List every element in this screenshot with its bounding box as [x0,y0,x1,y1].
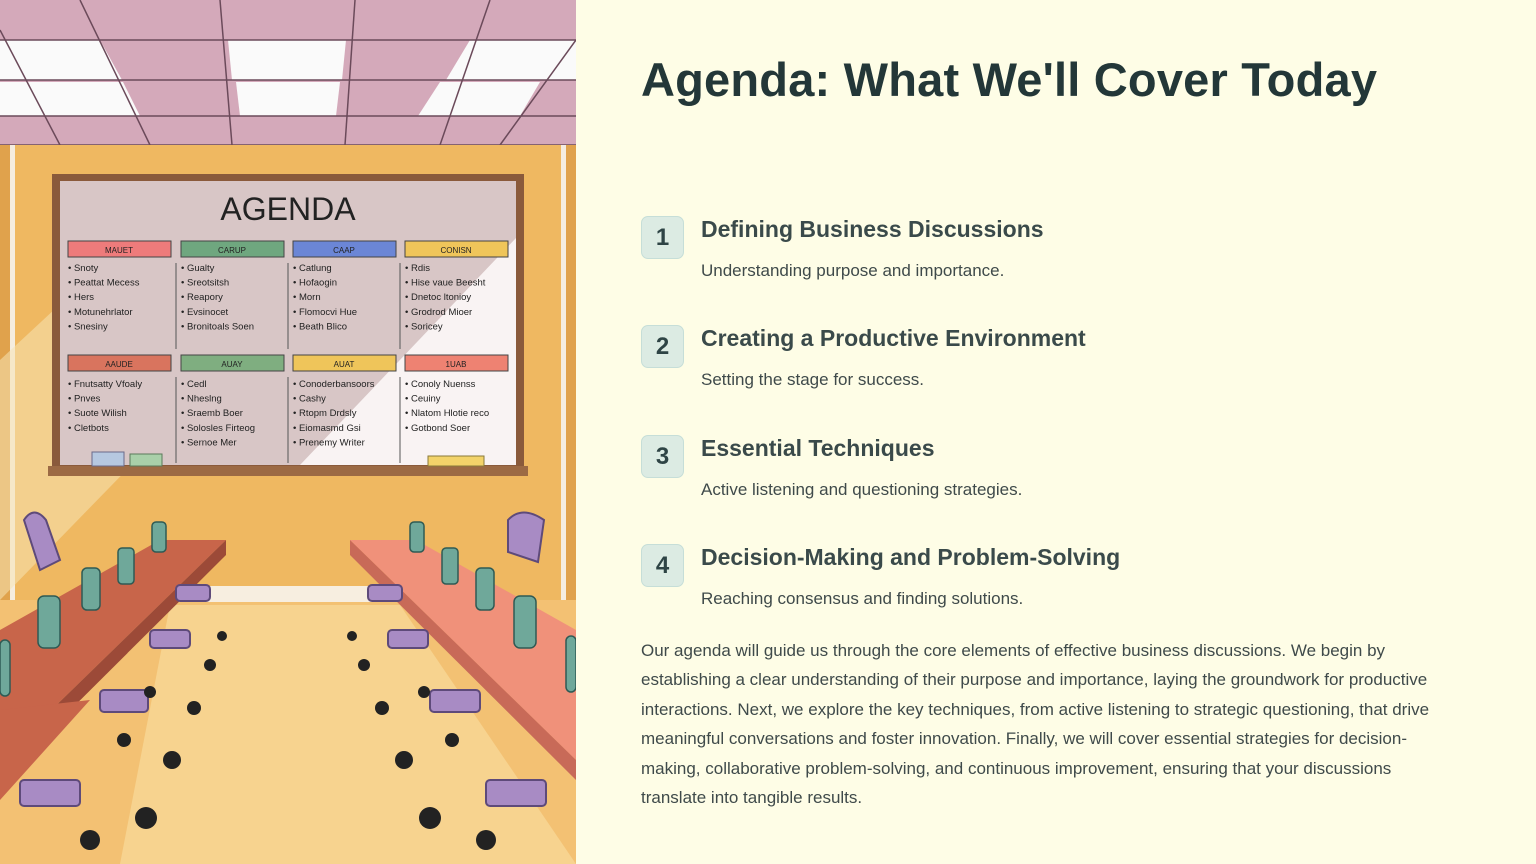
item-number-badge: 2 [641,325,684,368]
board-line: • Evsinocet [181,306,229,318]
board-line: • Soricey [405,321,443,333]
item-number-badge: 1 [641,216,684,259]
board-line: • Hise vaue Beesht [405,277,486,289]
board-section-label: AUAT [333,360,355,369]
agenda-content [641,0,1481,864]
item-title: Defining Business Discussions [701,216,1044,242]
board-section-label: CAAP [333,246,355,255]
board-line: • Gotbond Soer [405,422,471,434]
item-title: Decision-Making and Problem-Solving [701,544,1121,570]
board-section-label: 1UAB [445,360,467,369]
board-line: • Catlung [293,263,332,274]
board-line: • Prenemy Writer [293,437,365,449]
board-line: • Morn [293,292,321,304]
item-number-badge: 3 [641,435,684,478]
board-line: • Conoly Nuenss [405,379,476,390]
board-line: • Solosles Firteog [181,422,256,434]
board-section-label: AAUDE [105,360,133,369]
board-line: • Peattat Mecess [68,277,140,289]
board-heading: AGENDA [220,191,356,227]
board-section-label: CARUP [217,246,247,255]
board-line: • Hers [68,292,95,304]
board-line: • Ceuiny [405,393,441,405]
board-line: • Cedl [181,379,207,390]
summary-paragraph: Our agenda will guide us through the core elements of effective business discussions. We begin by establishing a clear understanding of their purpose and importance, laying the groundwork for productive interactions. Next, we explore the key techniques, from active listening to strategic questioning, that drive meaningful conversations and foster innovation. Finally, we will cover essential strategies for decision-making, collaborative problem-solving, and continuous improvement, ensuring that your discussions translate into tangible results. [641,641,1430,808]
board-section-label: CONISN [440,246,472,255]
board-line: • Conoderbansoors [293,379,375,390]
board-line: • Gualty [181,263,215,274]
board-line: • Flomocvi Hue [293,306,358,318]
board-line: • Beath Blico [293,321,348,333]
board-line: • Grodrod Mioer [405,306,473,318]
meeting-room-illustration [0,0,576,864]
item-number-badge: 4 [641,544,684,587]
board-line: • Bronitoals Soen [181,321,255,333]
item-description: Reaching consensus and finding solutions. [701,589,1024,608]
board-line: • Motunehrlator [68,306,133,318]
page-title: Agenda: What We'll Cover Today [641,53,1378,106]
board-line: • Sraemb Boer [181,408,243,420]
item-title: Creating a Productive Environment [701,325,1086,351]
board-line: • Dnetoc ltonioy [405,292,472,304]
item-description: Setting the stage for success. [701,370,925,389]
board-line: • Rtopm Drdsly [293,408,357,420]
board-line: • Reapory [181,292,223,304]
board-line: • Nheslng [181,393,222,405]
board-section-label: AUAY [221,360,243,369]
board-line: • Nlatom Hlotie reco [405,408,490,420]
board-line: • Cashy [293,393,326,405]
item-description: Active listening and questioning strategies. [701,480,1023,499]
board-line: • Suote Wilish [68,408,127,420]
board-line: • Sreotsitsh [181,277,230,289]
board-line: • Fnutsatty Vfoaly [68,379,143,390]
board-line: • Pnves [68,393,101,405]
board-line: • Sernoe Mer [181,437,237,449]
board-section-label: MAUET [105,246,133,255]
agenda-item-3 [641,435,1481,525]
agenda-item-2 [641,325,1481,415]
board-line: • Snesiny [68,321,108,333]
board-line: • Hofaogin [293,277,337,289]
agenda-item-1 [641,216,1481,306]
board-line: • Cletbots [68,422,109,434]
item-title: Essential Techniques [701,435,935,461]
agenda-item-4 [641,544,1481,634]
item-description: Understanding purpose and importance. [701,261,1005,280]
board-line: • Rdis [405,263,430,274]
board-line: • Snoty [68,263,99,274]
board-line: • Eiomasmd Gsi [293,422,361,434]
